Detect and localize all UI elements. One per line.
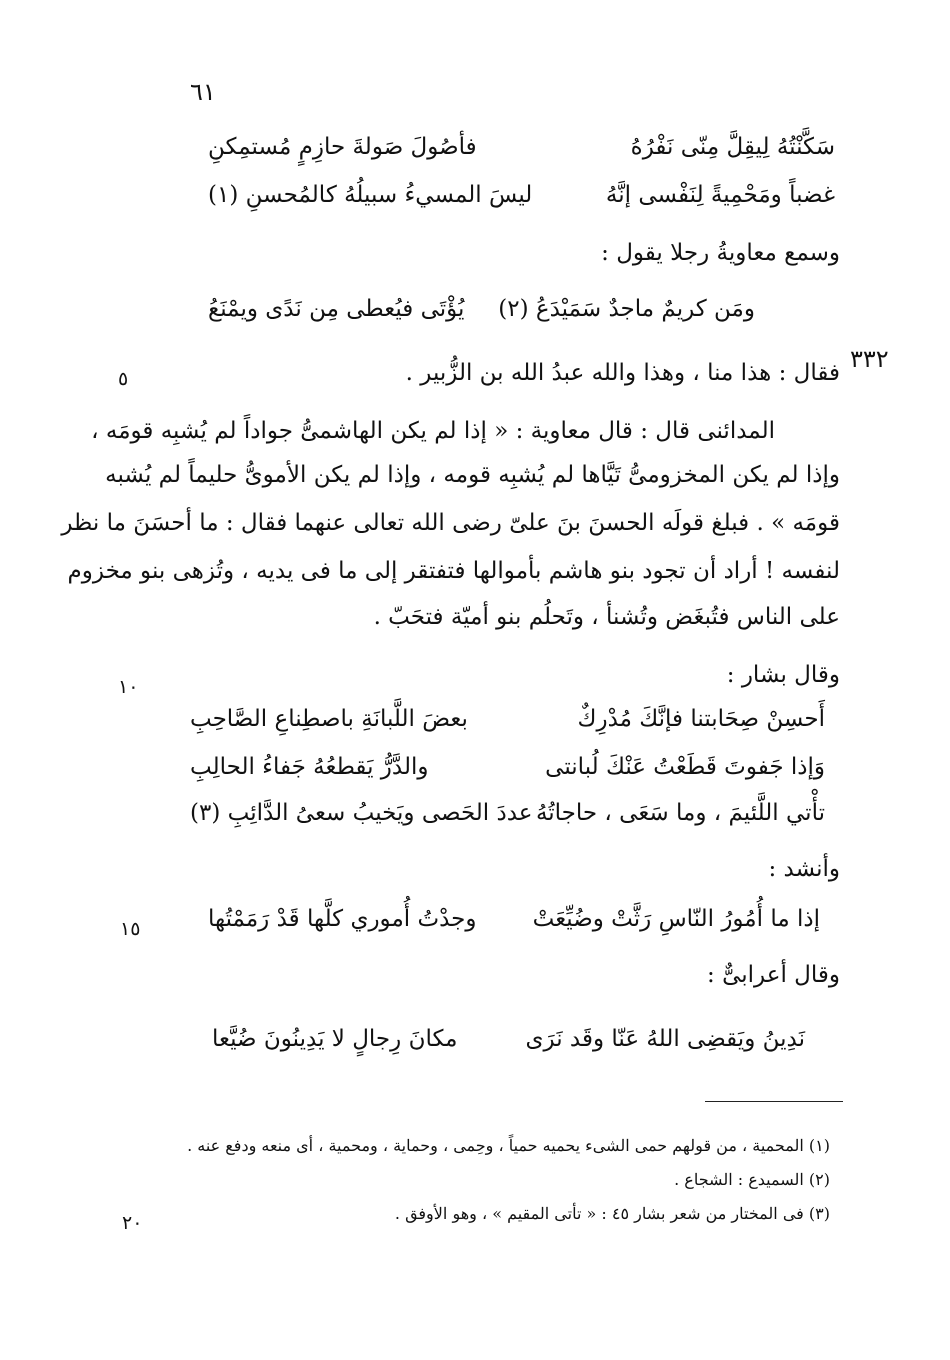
- line-bashar: وقال بشار :: [726, 662, 840, 688]
- verse-c3-right: تأْتي اللَّئيمَ ، وما سَعَى ، حاجاتُهُ: [535, 800, 825, 826]
- paragraph-line-4: لنفسه ! أراد أن تجود بنو هاشم بأموالها فتفتقر إلى ما فى يديه ، وتُزهى بنو مخزوم: [67, 558, 840, 584]
- footnote-rule: [705, 1101, 843, 1102]
- paragraph-line-5: على الناس فتُبغَض وتُشنأ ، وتَحلُم بنو أميّة فتحَبّ .: [373, 604, 840, 630]
- footnote-2: (٢) السميدع : الشجاع .: [674, 1170, 830, 1189]
- verse-b-left: يُؤْتَى فيُعطى مِن نَدًى ويمْنَعُ: [208, 296, 465, 322]
- verse-a2-right: غضباً ومَحْمِيةً لِنَفْسى إنَّهُ: [605, 182, 835, 208]
- margin-number-10: ١٠: [118, 676, 139, 698]
- margin-number-15: ١٥: [120, 918, 141, 940]
- line-ansha: وأنشد :: [768, 856, 840, 882]
- margin-number-20: ٢٠: [122, 1212, 143, 1234]
- line-muawiya: وسمع معاويةُ رجلا يقول :: [601, 240, 840, 266]
- footnote-1: (١) المحمية ، من قولهم حمى الشىء يحميه حمياً ، وحِمى ، وحماية ، ومحمية ، أى منعه ودفع عنه .: [187, 1136, 830, 1155]
- verse-a2-left: ليسَ المسيءُ سبيلُهُ كالمُحسنِ (١): [208, 182, 533, 208]
- verse-e-right: نَدِينُ ويَقضِى اللهُ عَنّا وقَد نَرَى: [525, 1026, 805, 1052]
- paragraph-line-2: وإذا لم يكن المخزومىُّ تَيَّاها لم يُشبِه قومه ، وإذا لم يكن الأموىُّ حليماً لم يُشبه: [105, 462, 840, 488]
- verse-c2-left: والدَّرُّ يَقطعُهُ جَفاءُ الحالِبِ: [190, 754, 429, 780]
- verse-c3-left: عددَ الحَصى ويَخيبُ سعىُ الدَّائِبِ (٣): [190, 800, 533, 826]
- page-number: ٦١: [190, 78, 216, 106]
- section-number: ٣٣٢: [850, 345, 889, 373]
- verse-b-right: ومَن كريمٌ ماجدٌ سَمَيْدَعُ (٢): [498, 296, 755, 322]
- verse-a1-left: فأصُولَ صَولةَ حازِمٍ مُستمِكنِ: [208, 134, 477, 160]
- verse-a1-right: سَكَّنْتُهُ لِيقِلَّ مِنّى نَفْرُهُ: [630, 134, 835, 160]
- verse-c1-left: بعضَ اللَّبانَةِ باصطِناعِ الصَّاحِبِ: [190, 706, 468, 732]
- paragraph-line-1: المدائنى قال : قال معاوية : « إذا لم يكن الهاشمىُّ جواداً لم يُشبِه قومَه ،: [91, 418, 775, 444]
- line-arabi: وقال أعرابىٌّ :: [707, 962, 840, 988]
- verse-c1-right: أَحسِنْ صِحَابتنا فإنَّكَ مُدْرِكٌ: [577, 706, 825, 732]
- footnote-3: (٣) فى المختار من شعر بشار ٤٥ : « تأتى المقيم » ، وهو الأوفق .: [394, 1204, 830, 1223]
- verse-d-right: إذا ما أُمُورُ النّاسِ رَثَّتْ وضُيِّعَتْ: [532, 906, 820, 932]
- verse-d-left: وجدْتُ أُموري كلَّها قَدْ رَمَمْتُها: [208, 906, 477, 932]
- verse-c2-right: وَإذا جَفوتَ قَطَعْتُ عَنْكَ لُبانتى: [545, 754, 825, 780]
- margin-number-5: ٥: [118, 368, 129, 390]
- paragraph-line-3: قومَه » . فبلغ قولَه الحسنَ بنَ علىّ رضى الله تعالى عنهما فقال : ما أحسَنَ ما نظر: [61, 510, 840, 536]
- line-qala: فقال : هذا منا ، وهذا والله عبدُ الله بن الزُّبير .: [405, 360, 840, 386]
- verse-e-left: مكانَ رِجالٍ لا يَدِينُونَ ضُيَّعا: [212, 1026, 458, 1052]
